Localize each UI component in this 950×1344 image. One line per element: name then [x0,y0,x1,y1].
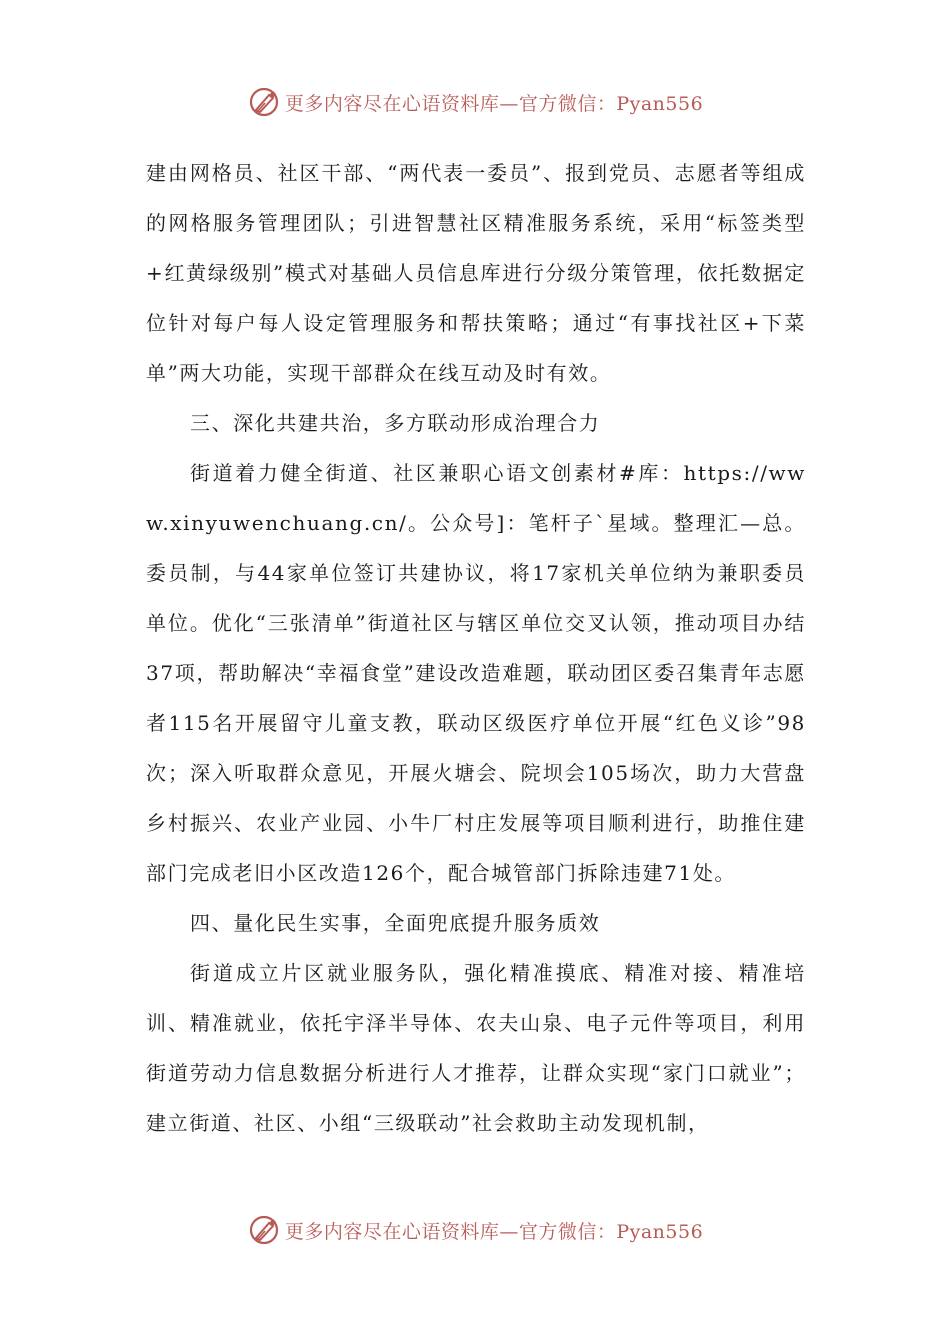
footer-banner [0,1210,950,1250]
pen-nib-logo-icon [247,1213,281,1247]
paragraph-employment: 街道成立片区就业服务队，强化精准摸底、精准对接、精准培训、精准就业，依托宇泽半导体、农夫山泉、电子元件等项目，利用街道劳动力信息数据分析进行人才推荐，让群众实现“家门口就业”；建立街道、社区、小组“三级联动”社会救助主动发现机制， [146,961,806,1135]
paragraph-grid-team: 建由网格员、社区干部、“两代表一委员”、报到党员、志愿者等组成的网格服务管理团队；引进智慧社区精准服务系统，采用“标签类型+红黄绿级别”模式对基础人员信息库进行分级分策管理，依托数据定位针对每户每人设定管理服务和帮扶策略；通过“有事找社区+下菜单”两大功能，实现干部群众在线互动及时有效。 [146,161,806,385]
section-heading-4: 四、量化民生实事，全面兜底提升服务质效 [190,911,601,935]
header-banner-text: 更多内容尽在心语资料库—官方微信：Pyan556 [284,92,704,115]
pen-nib-logo-icon [247,85,281,119]
section-heading-3: 三、深化共建共治，多方联动形成治理合力 [190,411,601,435]
footer-banner-text: 更多内容尽在心语资料库—官方微信：Pyan556 [284,1220,704,1243]
paragraph-co-construction: 街道着力健全街道、社区兼职心语文创素材#库：https://www.xinyuwenchuang.cn/。公众号]：笔杆子`星域。整理汇—总。委员制，与44家单位签订共建协议，将17家机关单位纳为兼职委员单位。优化“三张清单”街道社区与辖区单位交叉认领，推动项目办结37项，帮助解决“幸福食堂”建设改造难题，联动团区委召集青年志愿者115名开展留守儿童支教，联动区级医疗单位开展“红色义诊”98次；深入听取群众意见，开展火塘会、院坝会105场次，助力大营盘乡村振兴、农业产业园、小牛厂村庄发展等项目顺利进行，助推住建部门完成老旧小区改造126个，配合城管部门拆除违建71处。 [146,461,806,885]
header-banner [0,82,950,122]
document-body [146,148,806,1148]
